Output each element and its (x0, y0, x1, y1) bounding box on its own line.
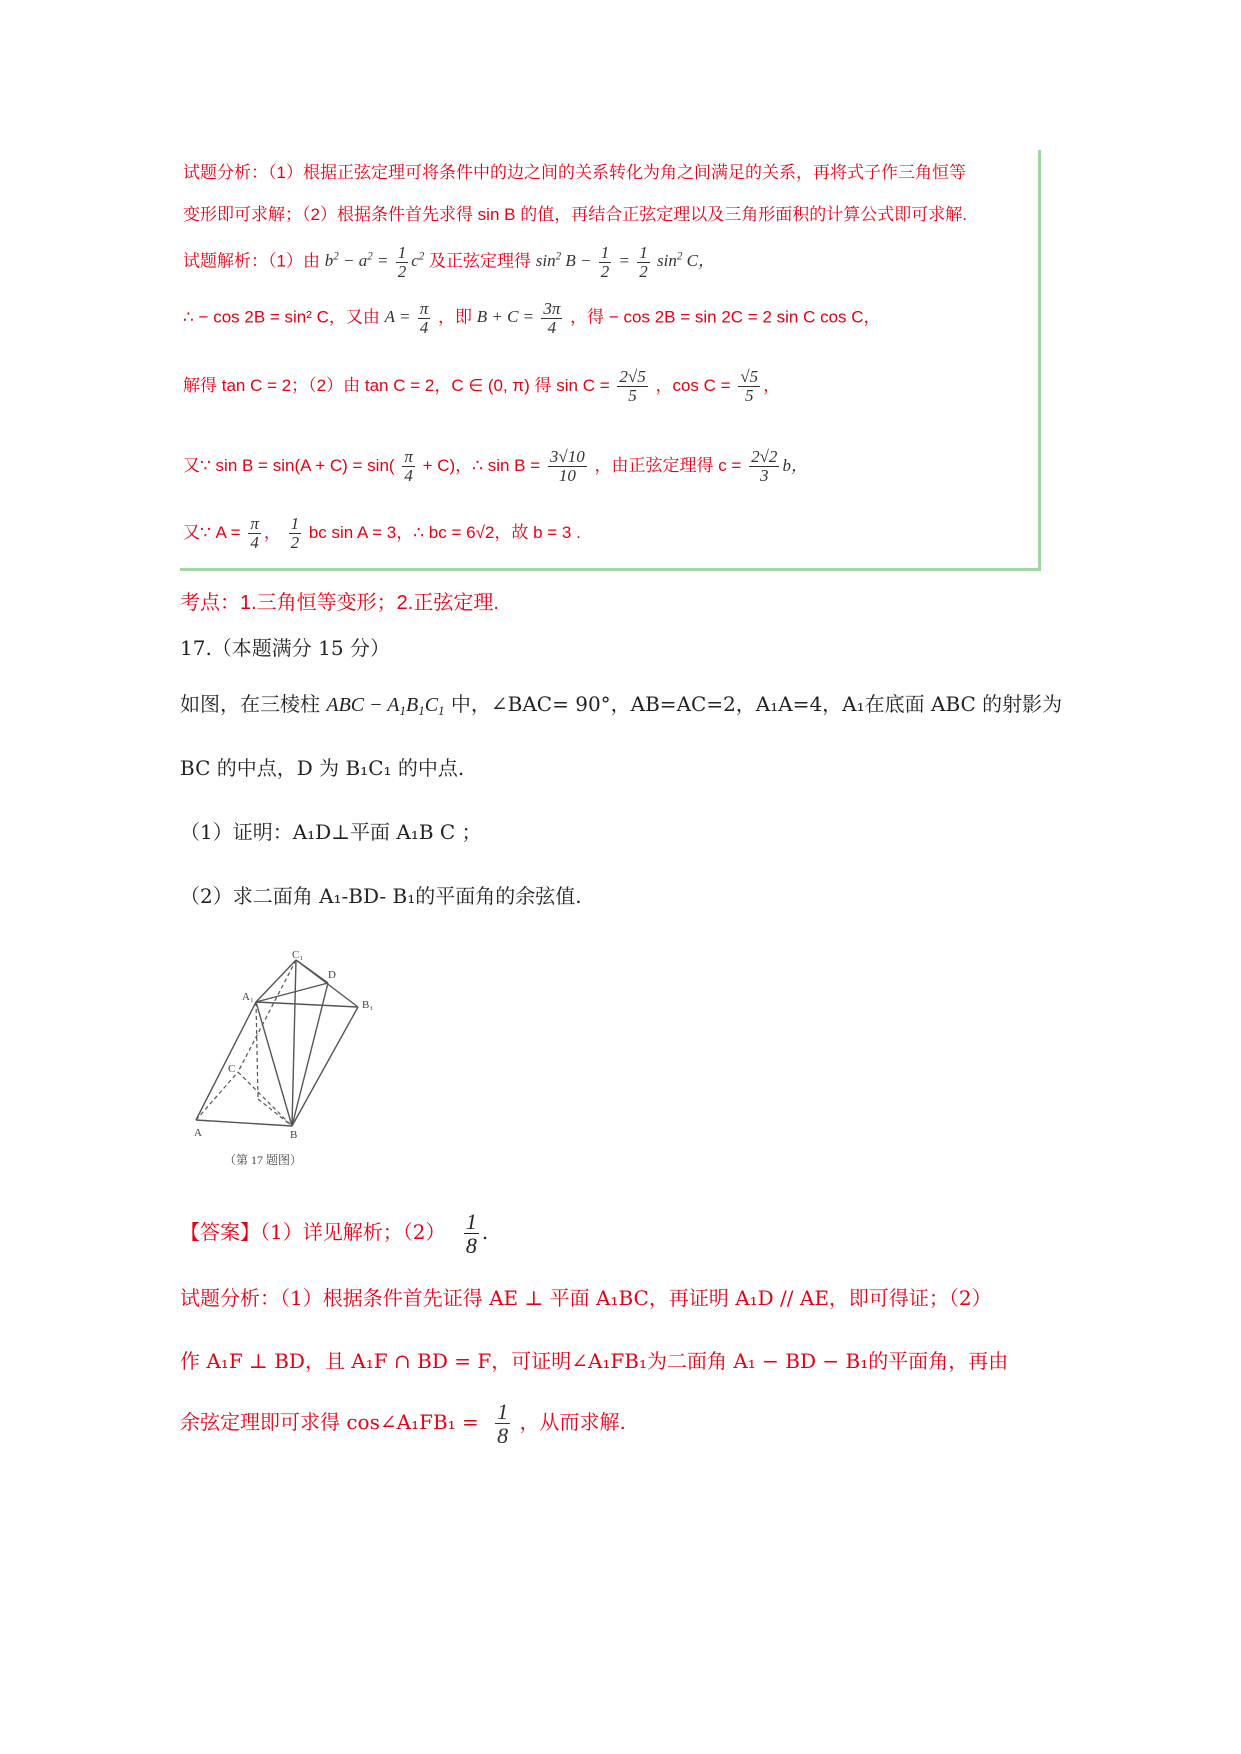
problem-line-2: BC 的中点，D 为 B₁C₁ 的中点. (180, 756, 465, 780)
text-seg: ，即 (438, 307, 472, 327)
text-seg: ，由正弦定理得 c = (594, 455, 742, 475)
question-2: （2）求二面角 A₁-BD- B₁的平面角的余弦值. (180, 884, 582, 908)
analysis2-line-1: 试题分析：（1）根据条件首先证得 AE ⊥ 平面 A₁BC，再证明 A₁D // AE，即可得证；（2） (180, 1286, 992, 1310)
solution-line-5: 解得 tan C = 2；（2）由 tan C = 2，C ∈ (0, π) 得 sin C = $\frac{2√5}{5}$ ，cos C = $\frac{√5}{5}$ ， (183, 367, 781, 405)
text-seg: 如图，在三棱柱 (180, 692, 327, 716)
solution-line-6: 又∵ sin B = sin(A + C) = sin( $\frac{\pi}{4}$ + C)，∴ sin B = $\frac{3√10}{10}$ ，由正弦定理得 c = $\frac{2√2}{3}$ b， (183, 447, 808, 485)
answer-text: （1）详见解析；（2） (260, 1220, 446, 1245)
solution-line-7: 又∵ A = $\frac{\pi}{4}$ ， $\frac{1}{2}$ bc sin A = 3，∴ bc = 6√2，故 b = 3 . (183, 514, 581, 552)
analysis2-line-2: 作 A₁F ⊥ BD，且 A₁F ∩ BD = F，可证明∠A₁FB₁为二面角 A₁ − BD − B₁的平面角，再由 (180, 1349, 1009, 1373)
problem-line-1: 如图，在三棱柱 ABC − $A_1B_1C_1$ 中，∠BAC= 90°，AB=AC=2，A₁A=4，A₁在底面 ABC 的射影为 (180, 692, 1063, 718)
answer-frac-den: 8 (465, 1233, 477, 1259)
solution-mid: 及正弦定理得 (429, 251, 532, 271)
text-seg: ，从而求解. (519, 1410, 626, 1435)
solution-line-4: ∴ − cos 2B = sin² C，又由 A = $\frac{\pi}{4}$ ，即 B + C = $\frac{3\pi}{4}$ ，得 − cos 2B = sin 2C = 2 sin C cos C， (183, 299, 881, 337)
label-B: B (290, 1129, 298, 1141)
text-seg: 中，∠BAC= 90°，AB=AC=2，A₁A=4，A₁在底面 ABC 的射影为 (450, 692, 1063, 716)
prism-figure (196, 950, 396, 1175)
text-seg: 余弦定理即可求得 cos∠A₁FB₁ = (180, 1410, 479, 1435)
text-seg: ，cos C = (655, 375, 731, 395)
analysis2-line-3: 余弦定理即可求得 cos∠A₁FB₁ = $\frac{1}{8}$ ，从而求解. (180, 1399, 626, 1449)
answer-line: 【答案】（1）详见解析；（2） $\frac{1}{8}$ . (180, 1209, 489, 1259)
text-seg: ∴ − cos 2B = sin² C，又由 (183, 307, 380, 327)
text-seg: 又∵ sin B = sin(A + C) = sin( (183, 455, 395, 475)
kaodian-text: 考点：1.三角恒等变形；2.正弦定理. (180, 592, 499, 614)
question-1: （1）证明：A₁D⊥平面 A₁B C ； (180, 820, 482, 844)
text-seg: 又∵ A = (183, 522, 241, 542)
label-C: C (228, 1063, 236, 1075)
label-D: D (328, 969, 336, 981)
text-seg: bc sin A = 3，∴ bc = 6√2，故 b = 3 . (308, 522, 581, 542)
label-A: A (194, 1127, 202, 1139)
problem-number: 17.（本题满分 15 分） (180, 636, 390, 660)
text-seg: ，得 − cos 2B = sin 2C = 2 sin C cos C， (570, 307, 881, 327)
text-seg: 解得 tan C = 2；（2）由 tan C = 2，C ∈ (0, π) 得 sin C = (183, 375, 610, 395)
solution-label: 试题解析：（1）由 (183, 251, 320, 271)
analysis-line-2: 变形即可求解；（2）根据条件首先求得 sin B 的值，再结合正弦定理以及三角形面积的计算公式即可求解. (183, 205, 967, 224)
figure-caption: （第 17 题图） (224, 1153, 303, 1167)
analysis-line-1: 试题分析：（1）根据正弦定理可将条件中的边之间的关系转化为角之间满足的关系，再将式子作三角恒等 (183, 163, 966, 182)
label-A1: A₁ (242, 991, 254, 1003)
solution-line-3: 试题解析：（1）由 $b^2 - a^2$ = $\frac{1}{2}$ $c^2$ 及正弦定理得 $\sin^2 B$ − $\frac{1}{2}$ = $\frac{1}{2}$ $\sin^2 C$， (183, 243, 715, 281)
answer-frac-num: 1 (465, 1209, 477, 1234)
label-B1: B₁ (362, 999, 374, 1011)
answer-label: 【答案】 (180, 1220, 260, 1245)
label-C1: C₁ (292, 949, 304, 961)
text-seg: + C)，∴ sin B = (422, 455, 541, 475)
